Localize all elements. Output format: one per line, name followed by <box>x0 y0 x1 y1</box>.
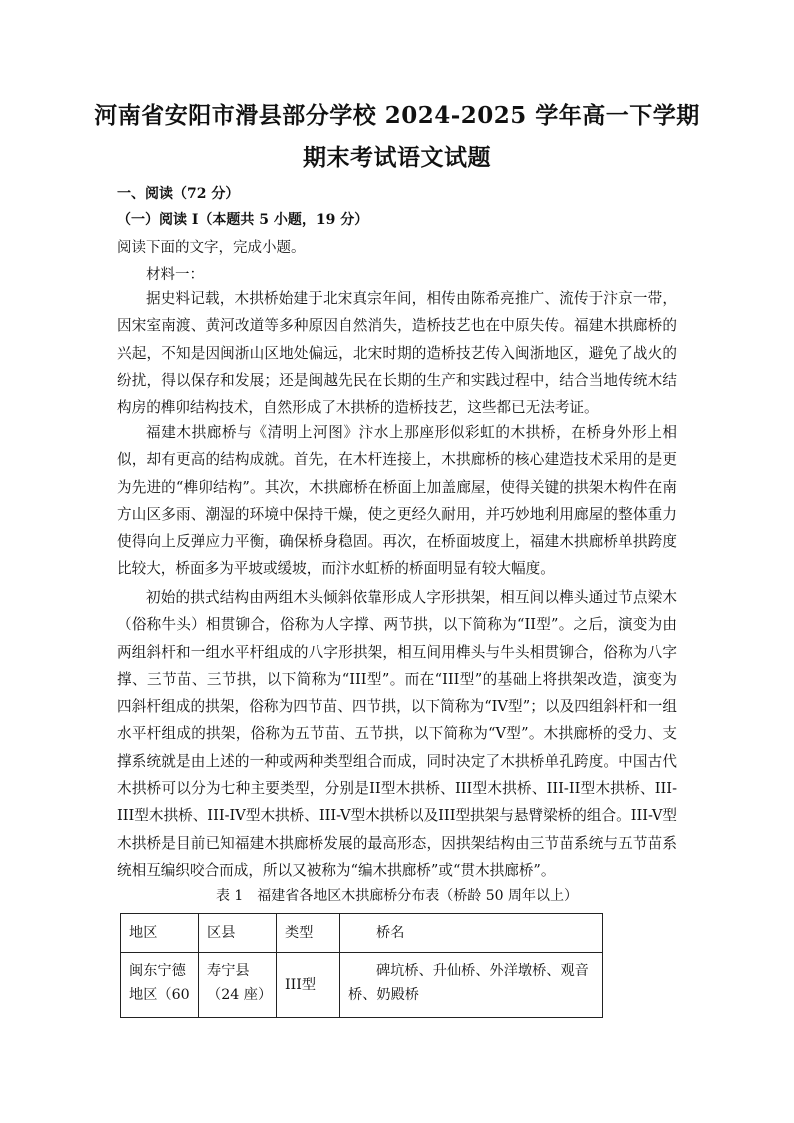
instruction-text: 阅读下面的文字，完成小题。 <box>117 240 306 256</box>
document-title-line-1: 河南省安阳市滑县部分学校 2024-2025 学年高一下学期 <box>94 102 700 129</box>
table-cell: 闽东宁德地区（60 <box>121 953 199 1018</box>
section-heading: 一、阅读（72 分） <box>117 186 240 202</box>
paragraph-1: 据史料记载，木拱桥始建于北宋真宗年间，相传由陈希亮推广、流传于汴京一带，因宋室南渡、黄河改道等多种原因自然消失，造桥技艺也在中原失传。福建木拱廊桥的兴起，不知是因闽浙山区地处偏远，北宋时期的造桥技艺传入闽浙地区，避免了战火的纷扰，得以保存和发展；还是闽越先民在长期的生产和实践过程中，结合当地传统木结构房的榫卯结构技术，自然形成了木拱桥的造桥技艺，这些都已无法考证。 <box>117 290 677 417</box>
bridge-distribution-table <box>120 913 603 1018</box>
table-header-row <box>121 914 603 953</box>
table-cell: 碑坑桥、升仙桥、外洋墩桥、观音桥、奶殿桥 <box>340 953 603 1018</box>
header-cell: 类型 <box>277 914 340 953</box>
subsection-heading: （一）阅读 I（本题共 5 小题，19 分） <box>117 212 369 228</box>
table-cell: 寿宁县（24 座） <box>199 953 277 1018</box>
paragraph-2: 福建木拱廊桥与《清明上河图》汴水上那座形似彩虹的木拱桥，在桥身外形上相似，却有更高的结构成就。首先，在木杆连接上，木拱廊桥的核心建造技术采用的是更为先进的“榫卯结构”。其次，木拱廊桥在桥面上加盖廊屋，使得关键的拱架木构件在南方山区多雨、潮湿的环境中保持干燥，使之更经久耐用，并巧妙地利用廊屋的整体重力使得向上反弹应力平衡，确保桥身稳固。再次，在桥面坡度上，福建木拱廊桥单拱跨度比较大，桥面多为平坡或缓坡，而汴水虹桥的桥面明显有较大幅度。 <box>117 424 677 578</box>
document-title-line-2: 期末考试语文试题 <box>303 144 491 171</box>
table-row <box>121 953 603 1018</box>
table-caption: 表 1 福建省各地区木拱廊桥分布表（桥龄 50 周年以上） <box>215 888 579 904</box>
material-label: 材料一： <box>146 267 204 283</box>
paragraph-3: 初始的拱式结构由两组木头倾斜依靠形成人字形拱架，相互间以榫头通过节点梁木（俗称牛头）相贯铆合，俗称为人字撑、两节拱，以下简称为“II型”。之后，演变为由两组斜杆和一组水平杆组成的八字形拱架，相互间用榫头与牛头相贯铆合，俗称为八字撑、三节苗、三节拱，以下简称为“III型”。而在“III型”的基础上将拱架改造，演变为四斜杆组成的拱架，俗称为四节苗、四节拱，以下简称为“IV型”；以及四组斜杆和一组水平杆组成的拱架，俗称为五节苗、五节拱，以下简称为“V型”。木拱廊桥的受力、支撑系统就是由上述的一种或两种类型组合而成，同时决定了木拱桥单孔跨度。中国古代木拱桥可以分为七种主要类型，分别是II型木拱桥、III型木拱桥、III-II型木拱桥、III-III型木拱桥、III-IV型木拱桥、III-V型木拱桥以及III型拱架与悬臂梁桥的组合。III-V型木拱桥是目前已知福建木拱廊桥发展的最高形态，因拱架结构由三节苗系统与五节苗系统相互编织咬合而成，所以又被称为“编木拱廊桥”或“贯木拱廊桥”。 <box>117 589 677 879</box>
table-cell: III型 <box>277 953 340 1018</box>
header-cell: 地区 <box>121 914 199 953</box>
header-cell: 区县 <box>199 914 277 953</box>
header-cell: 桥名 <box>340 914 603 953</box>
